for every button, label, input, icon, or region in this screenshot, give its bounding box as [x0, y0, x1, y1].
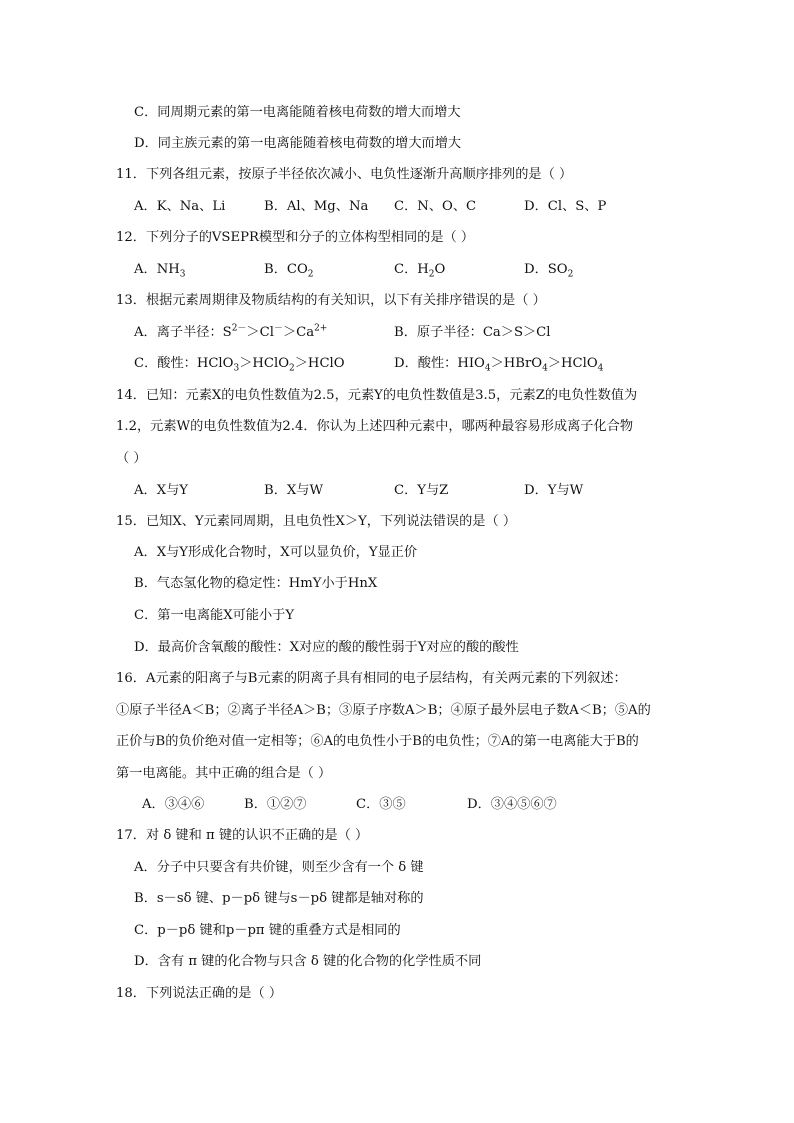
q16-option-a: A．③④⑥	[142, 797, 205, 812]
q13-option-b: B．原子半径：Ca＞S＞Cl	[394, 325, 551, 340]
q12-option-a: A．$NH_3$	[134, 262, 186, 280]
q18-stem: 18．下列说法正确的是（ ）	[116, 986, 283, 1001]
q15-stem: 15．已知X、Y元素同周期，且电负性X＞Y，下列说法错误的是（ ）	[116, 514, 517, 529]
q14-option-b: B．X与W	[264, 483, 324, 498]
q11-option-a: A．K、Na、Li	[134, 199, 226, 214]
q16-stem-line3: 正价与B的负价绝对值一定相等；⑥A的电负性小于B的电负性；⑦A的第一电离能大于B的	[116, 734, 639, 749]
q12-option-d: D．$SO_2$	[524, 262, 574, 280]
q13-stem: 13．根据元素周期律及物质结构的有关知识，以下有关排序错误的是（ ）	[116, 293, 546, 308]
q13-option-d: D．酸性：$HIO_4>HBrO_4>HClO_4$	[394, 356, 604, 374]
q14-stem-line3: （ ）	[116, 451, 147, 466]
q17-option-d: D．含有 π 键的化合物与只含 δ 键的化合物的化学性质不同	[134, 954, 482, 969]
q14-option-c: C．Y与Z	[394, 483, 449, 498]
q16-stem-line4: 第一电离能。其中正确的组合是（ ）	[116, 766, 332, 781]
q13-option-c: C．酸性：HClO$_3$＞HClO$_2$＞HClO	[134, 356, 345, 374]
q11-option-d: D．Cl、S、P	[524, 199, 607, 214]
q11-option-c: C．N、O、C	[394, 199, 477, 214]
q17-option-c: C．p－pδ 键和p－pπ 键的重叠方式是相同的	[134, 923, 401, 938]
q16-option-d: D．③④⑤⑥⑦	[467, 797, 557, 812]
q12-stem: 12．下列分子的VSEPR模型和分子的立体构型相同的是（ ）	[116, 230, 475, 245]
q12-option-b: B．$CO_2$	[264, 262, 314, 280]
q15-option-a: A．X与Y形成化合物时，X可以显负价，Y显正价	[134, 545, 418, 560]
q17-option-a: A．分子中只要含有共价键，则至少含有一个 δ 键	[134, 860, 424, 875]
q10-option-d: D．同主族元素的第一电离能随着核电荷数的增大而增大	[134, 136, 462, 151]
q15-option-b: B．气态氢化物的稳定性：HmY小于HnX	[134, 576, 378, 591]
q16-stem-line2: ①原子半径A＜B；②离子半径A＞B；③原子序数A＞B；④原子最外层电子数A＜B；⑤A的	[116, 703, 651, 718]
q16-option-c: C．③⑤	[356, 797, 406, 812]
q11-option-b: B．Al、Mg、Na	[264, 199, 369, 214]
q17-option-b: B．s－sδ 键、p－pδ 键与s－pδ 键都是轴对称的	[134, 891, 424, 906]
q15-option-d: D．最高价含氧酸的酸性：X对应的酸的酸性弱于Y对应的酸的酸性	[134, 640, 519, 655]
q15-option-c: C．第一电离能X可能小于Y	[134, 608, 295, 623]
q16-stem-line1: 16．A元素的阳离子与B元素的阴离子具有相同的电子层结构，有关两元素的下列叙述：	[116, 671, 627, 686]
q14-stem-line1: 14．已知：元素X的电负性数值为2.5，元素Y的电负性数值是3.5，元素Z的电负性数值为	[116, 388, 638, 403]
q14-option-d: D．Y与W	[524, 483, 584, 498]
q17-stem: 17．对 δ 键和 π 键的认识不正确的是（ ）	[116, 828, 369, 843]
q10-option-c: C．同周期元素的第一电离能随着核电荷数的增大而增大	[134, 105, 461, 120]
q11-stem: 11．下列各组元素，按原子半径依次减小、电负性逐渐升高顺序排列的是（ ）	[116, 167, 573, 182]
q14-stem-line2: 1.2，元素W的电负性数值为2.4．你认为上述四种元素中，哪两种最容易形成离子化合物	[116, 419, 634, 434]
q14-option-a: A．X与Y	[134, 483, 188, 498]
q13-option-a: A．离子半径：$S^{2-}>Cl^->Ca^{2+}$	[134, 323, 328, 340]
q12-option-c: C．$H_2O$	[394, 262, 446, 280]
q16-option-b: B．①②⑦	[244, 797, 307, 812]
